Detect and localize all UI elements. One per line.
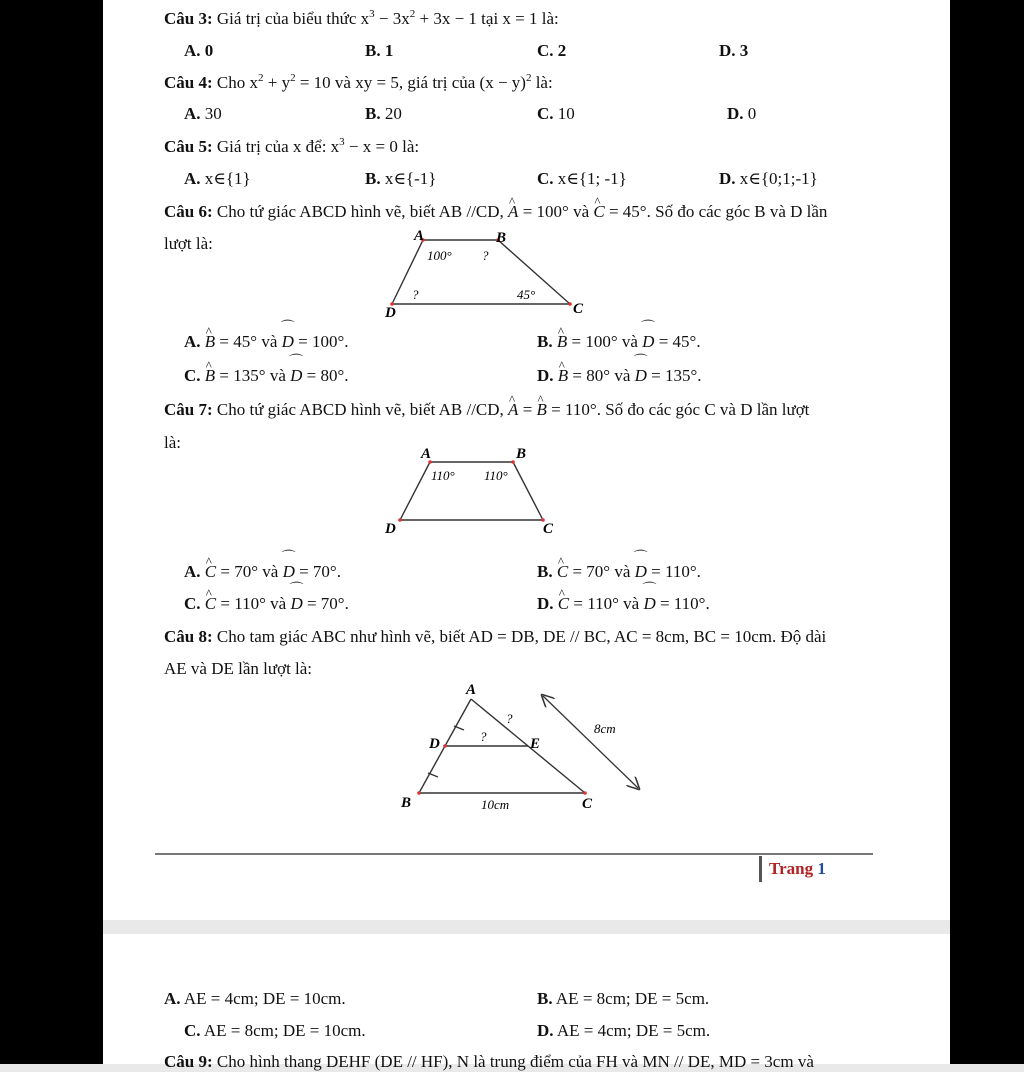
q8-option-b[interactable]: B. AE = 8cm; DE = 5cm. [537, 989, 710, 1008]
q8-ae-unknown: ? [506, 711, 513, 726]
q3-option-c[interactable]: C. 2 [537, 41, 567, 60]
question-6: Câu 6: Cho tứ giác ABCD hình vẽ, biết AB //CD, ^ A = 100° và ^ C = 45°. Số đo các góc B và D lần [164, 202, 827, 222]
q7-option-b[interactable]: B. ^ C = 70° và ⌒ D = 110°. [537, 562, 701, 582]
q7-label-a: A [421, 446, 432, 462]
q3-option-d[interactable]: D. 3 [719, 41, 749, 60]
q6-option-b[interactable]: B. ^ B = 100° và ⌒ D = 45°. [537, 332, 701, 352]
q6-label-a: A [414, 228, 425, 244]
q8-label-b: B [401, 795, 412, 811]
q8-vertex-c-dot [583, 791, 587, 795]
q5-option-d[interactable]: D. x∈{0;1;-1} [719, 169, 818, 188]
q6-angle-c-value: 45° [517, 287, 536, 302]
q3-option-a[interactable]: A. 0 [184, 41, 214, 60]
question-4: Câu 4: Cho $x^2 + y^2 = 10$ và xy = 5, giá trị của $(x - y)^2$ là: [164, 72, 553, 92]
q7-vertex-d-dot [398, 518, 402, 522]
q4-option-a[interactable]: A. 30 [184, 104, 222, 123]
question-8-line-2: AE và DE lần lượt là: [164, 659, 313, 678]
q7-option-d[interactable]: D. ^ C = 110° và ⌒ D = 110°. [537, 594, 710, 614]
q8-option-c[interactable]: C. AE = 8cm; DE = 10cm. [184, 1021, 366, 1040]
q8-label-c: C [582, 796, 593, 812]
q8-label-e: E [530, 736, 541, 752]
q8-vertex-d-dot [443, 744, 447, 748]
q8-option-a[interactable]: A. AE = 4cm; DE = 10cm. [164, 989, 346, 1008]
page-number: Trang 1 [769, 859, 826, 878]
q8-de-unknown: ? [480, 729, 487, 744]
q8-option-d[interactable]: D. AE = 4cm; DE = 5cm. [537, 1021, 711, 1040]
q6-label-c: C [573, 301, 584, 317]
q4-option-d[interactable]: D. 0 [727, 104, 757, 123]
q5-option-a[interactable]: A. x∈{1} [184, 169, 251, 188]
q6-option-d[interactable]: D. ^ B = 80° và ⌒ D = 135°. [537, 366, 702, 386]
question-5: Câu 5: Giá trị của x để: $x^3 - x = 0$ là: [164, 136, 420, 156]
q6-trapezoid-shape [392, 240, 570, 304]
q7-angle-a-value: 110° [431, 468, 455, 483]
q7-trapezoid-shape [400, 462, 543, 520]
q8-label-d: D [429, 736, 440, 752]
right-dark-margin [950, 0, 1024, 1064]
q6-vertex-c-dot [568, 302, 572, 306]
q8-ac-length: 8cm [594, 721, 616, 736]
q8-triangle-figure [395, 678, 655, 818]
q6-angle-b-value: ? [482, 248, 489, 263]
q7-label-c: C [543, 521, 554, 537]
q3-option-b[interactable]: B. 1 [365, 41, 394, 60]
q6-option-a[interactable]: A. ^ B = 45° và ⌒ D = 100°. [184, 332, 349, 352]
q5-option-b[interactable]: B. x∈{-1} [365, 169, 437, 188]
question-3: Câu 3: Giá trị của biểu thức $x^3 - 3x^2 + 3x - 1$ tại x = 1 là: [164, 8, 559, 28]
q8-ac-length-arrow [543, 696, 638, 788]
q7-vertex-b-dot [511, 460, 515, 464]
q7-option-a[interactable]: A. ^ C = 70° và ⌒ D = 70°. [184, 562, 341, 582]
q6-option-c[interactable]: C. ^ B = 135° và ⌒ D = 80°. [184, 366, 349, 386]
q7-angle-b-value: 110° [484, 468, 508, 483]
question-8: Câu 8: Cho tam giác ABC như hình vẽ, biết AD = DB, DE // BC, AC = 8cm, BC = 10cm. Độ dài [164, 627, 827, 646]
q4-option-c[interactable]: C. 10 [537, 104, 575, 123]
q7-label-b: B [516, 446, 527, 462]
q6-trapezoid-figure [380, 222, 600, 322]
footer-divider [155, 853, 873, 855]
question-6-line-2: lượt là: [164, 234, 213, 253]
question-7: Câu 7: Cho tứ giác ABCD hình vẽ, biết AB //CD, ^ A = ^ B = 110°. Số đo các góc C và D lần lượt [164, 400, 809, 420]
left-dark-margin [0, 0, 103, 1064]
q6-angle-d-value: ? [412, 287, 419, 302]
q8-vertex-b-dot [417, 791, 421, 795]
q6-angle-a-value: 100° [427, 248, 452, 263]
q6-label-b: B [496, 230, 507, 246]
q7-option-c[interactable]: C. ^ C = 110° và ⌒ D = 70°. [184, 594, 349, 614]
q8-label-a: A [466, 682, 477, 698]
q6-label-d: D [385, 305, 396, 321]
q8-bc-length: 10cm [481, 797, 510, 812]
q5-option-c[interactable]: C. x∈{1; -1} [537, 169, 627, 188]
q7-label-d: D [385, 521, 396, 537]
question-9: Câu 9: Cho hình thang DEHF (DE // HF), N là trung điểm của FH và MN // DE, MD = 3cm và [164, 1052, 814, 1071]
question-7-line-2: là: [164, 433, 181, 452]
footer-accent-bar [759, 856, 762, 882]
q7-trapezoid-figure [380, 440, 580, 540]
q4-option-b[interactable]: B. 20 [365, 104, 402, 123]
